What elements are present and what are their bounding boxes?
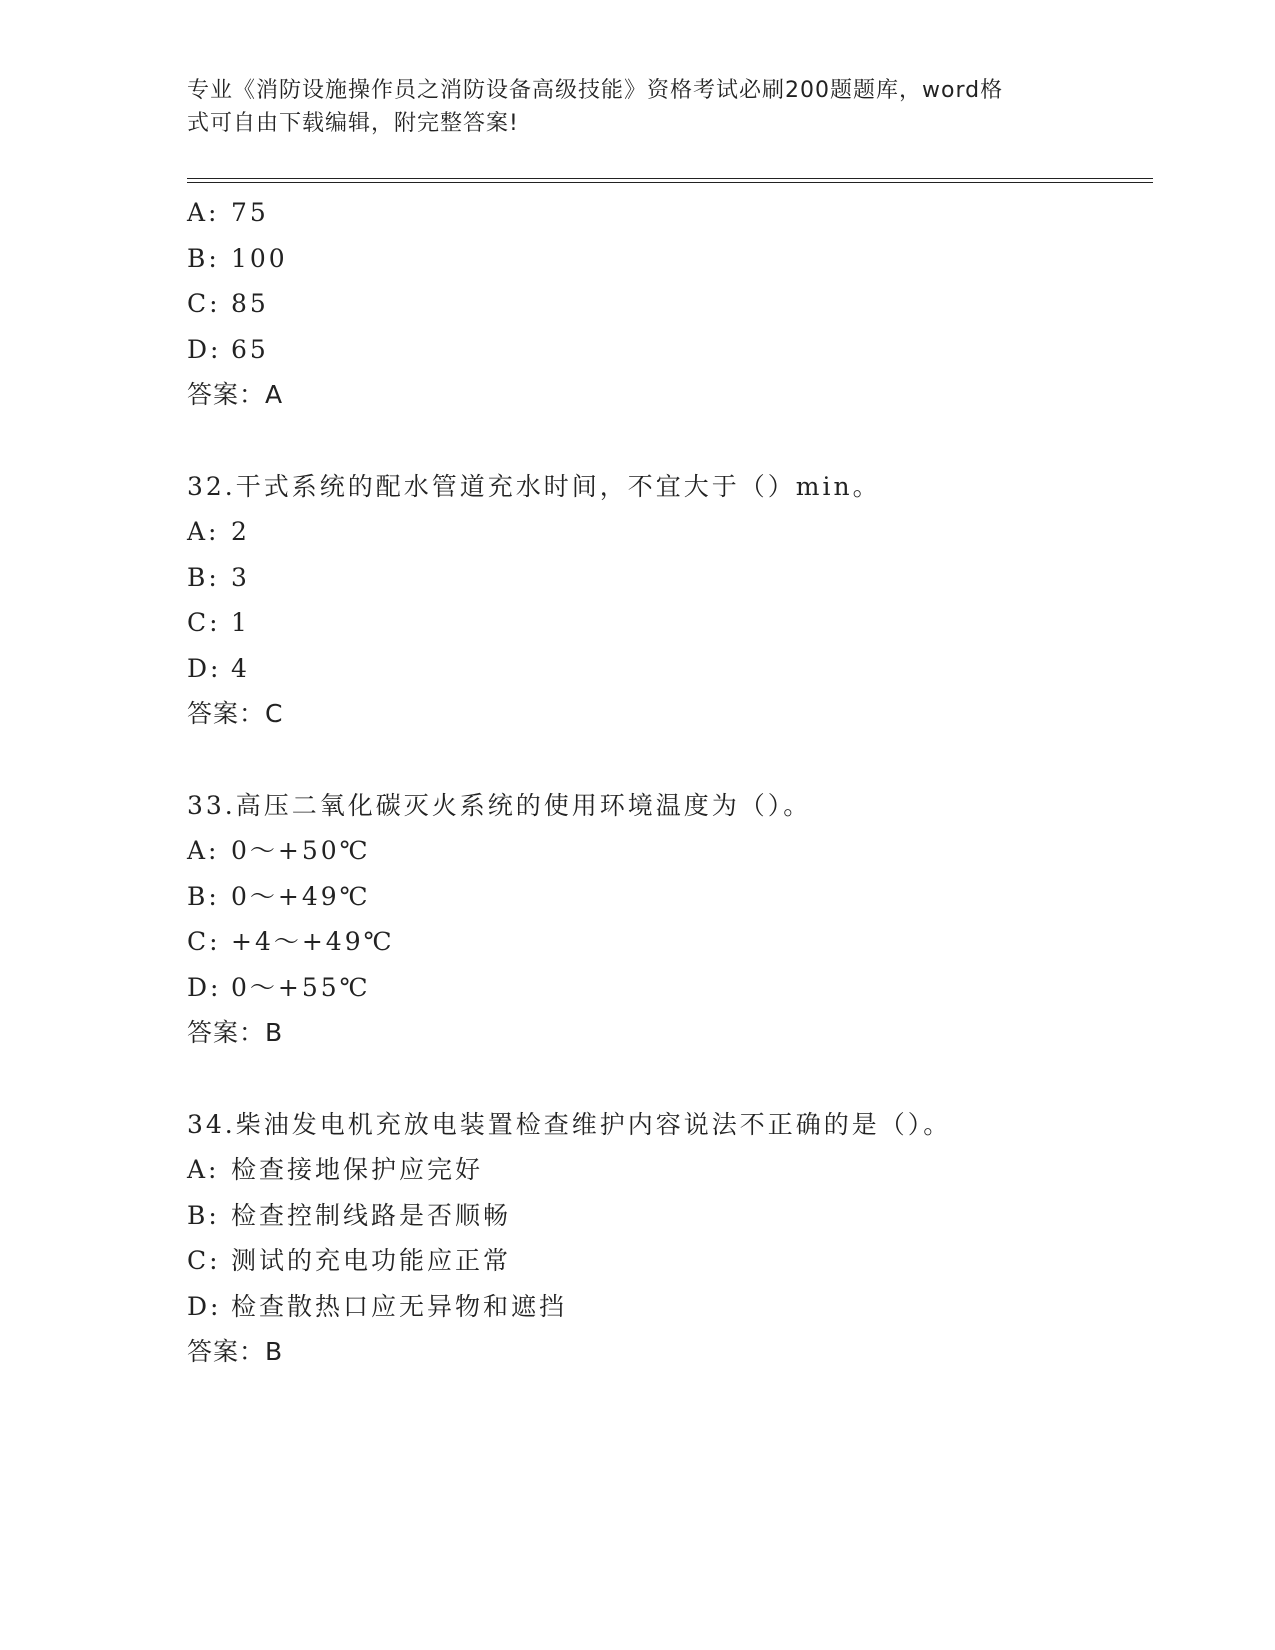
question-list <box>187 190 1153 1375</box>
option-d: D: 4 <box>187 653 250 683</box>
question-text: 34.柴油发电机充放电装置检查维护内容说法不正确的是（）。 <box>187 1109 952 1139</box>
question-block-34 <box>187 1102 1153 1375</box>
option-d: D: 0～+55℃ <box>187 972 371 1002</box>
answer-line: 答案：A <box>187 380 284 409</box>
question-block-33 <box>187 783 1153 1056</box>
question-block-previous <box>187 190 1153 418</box>
document-header <box>187 74 1067 140</box>
answer-line: 答案：B <box>187 1018 284 1047</box>
option-b: B: 0～+49℃ <box>187 881 371 911</box>
option-d: D: 检查散热口应无异物和遮挡 <box>187 1291 568 1321</box>
option-c: C: 1 <box>187 608 250 637</box>
question-text: 33.高压二氧化碳灭火系统的使用环境温度为（）。 <box>187 790 812 820</box>
option-a: A: 0～+50℃ <box>187 836 371 865</box>
option-c: C: 85 <box>187 289 269 318</box>
header-divider-bottom <box>187 182 1153 183</box>
option-b: B: 100 <box>187 243 288 273</box>
question-text: 32.干式系统的配水管道充水时间，不宜大于（）min。 <box>187 471 881 501</box>
header-line-1: 专业《消防设施操作员之消防设备高级技能》资格考试必刷200题题库，word格 <box>187 78 1004 103</box>
question-block-32 <box>187 464 1153 737</box>
header-divider-top <box>187 178 1153 179</box>
option-b: B: 检查控制线路是否顺畅 <box>187 1200 512 1230</box>
option-c: C: +4～+49℃ <box>187 927 395 956</box>
option-c: C: 测试的充电功能应正常 <box>187 1246 512 1275</box>
answer-line: 答案：C <box>187 699 284 728</box>
answer-line: 答案：B <box>187 1337 284 1366</box>
header-line-2: 式可自由下载编辑，附完整答案! <box>187 111 519 136</box>
option-b: B: 3 <box>187 562 250 592</box>
option-d: D: 65 <box>187 334 269 364</box>
option-a: A: 检查接地保护应完好 <box>187 1155 484 1184</box>
option-a: A: 75 <box>187 198 269 227</box>
option-a: A: 2 <box>187 517 250 546</box>
